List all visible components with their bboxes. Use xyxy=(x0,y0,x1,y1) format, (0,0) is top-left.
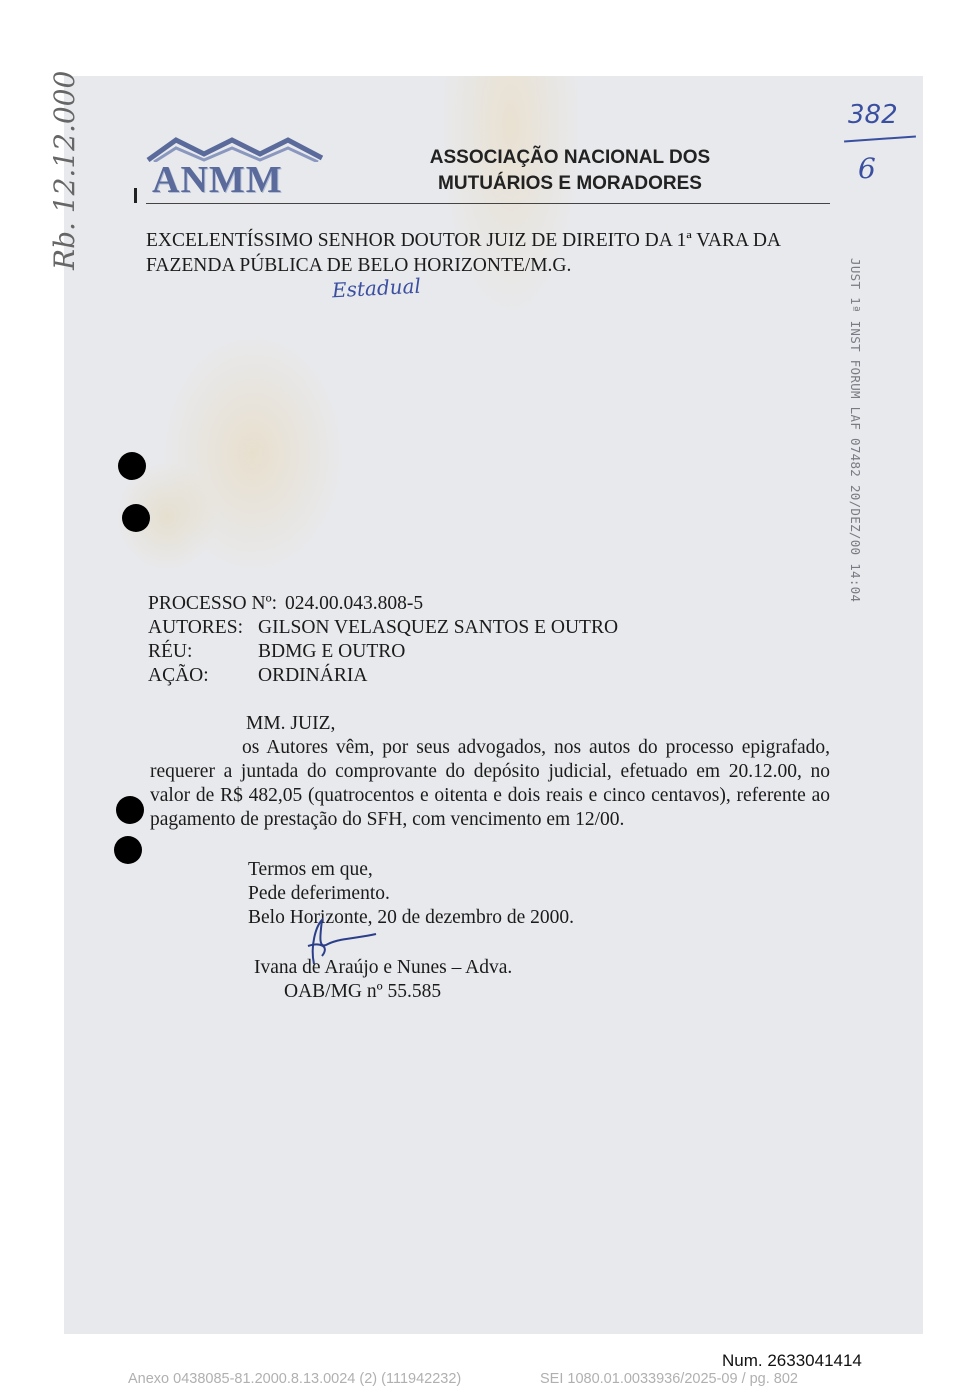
defendant-row xyxy=(148,640,618,664)
closing-date: Belo Horizonte, 20 de dezembro de 2000. xyxy=(248,907,574,928)
folio-sub-number: 6 xyxy=(858,152,876,185)
closing-line-2: Pede deferimento. xyxy=(248,883,390,904)
authors-row xyxy=(148,616,618,640)
anmm-logo xyxy=(146,136,326,201)
authors-label: AUTORES: xyxy=(148,617,243,638)
signature-block xyxy=(254,956,512,1004)
punch-hole xyxy=(118,452,146,480)
authors-value: GILSON VELASQUEZ SANTOS E OUTRO xyxy=(258,617,619,638)
folio-number: 382 xyxy=(848,100,898,130)
margin-handwritten-note: Rb. 12.12.000 xyxy=(48,70,81,270)
document-number: Num. 2633041414 xyxy=(722,1351,862,1370)
defendant-label: RÉU: xyxy=(148,641,193,662)
action-label: AÇÃO: xyxy=(148,665,209,686)
punch-hole xyxy=(114,836,142,864)
petition-paragraph: os Autores vêm, por seus advogados, nos autos do processo epigrafado, requerer a juntada do comprovante do depósito judicial, efetuado em 20.12.00, no valor de R$ 482,05 (quatrocentos e oitenta e dois reais e cinco centavos), referente ao pagamento de prestação do SFH, com vencimento em 12/00. xyxy=(150,737,830,830)
action-value: ORDINÁRIA xyxy=(258,665,368,686)
logo-text: ANMM xyxy=(152,159,283,201)
closing-block xyxy=(248,858,574,930)
action-row xyxy=(148,664,618,688)
footer-annex: Anexo 0438085-81.2000.8.13.0024 (2) (111942232) xyxy=(128,1371,462,1387)
punch-hole xyxy=(116,796,144,824)
addressee-line-1: EXCELENTÍSSIMO SENHOR DOUTOR JUIZ DE DIREITO DA 1ª VARA DA xyxy=(146,230,781,251)
addressee xyxy=(146,228,836,278)
process-label: PROCESSO Nº: xyxy=(148,593,278,614)
petition-body xyxy=(150,712,830,832)
signer-name: Ivana de Araújo e Nunes – Adva. xyxy=(254,957,513,978)
punch-hole xyxy=(122,504,150,532)
footer-sei: SEI 1080.01.0033936/2025-09 / pg. 802 xyxy=(540,1371,798,1387)
salutation: MM. JUIZ, xyxy=(246,713,336,734)
addressee-line-2: FAZENDA PÚBLICA DE BELO HORIZONTE/M.G. xyxy=(146,255,572,276)
process-number: 024.00.043.808-5 xyxy=(285,593,424,614)
header-tick-mark xyxy=(134,188,137,203)
case-details xyxy=(148,592,618,688)
header-rule xyxy=(146,203,830,204)
process-row xyxy=(148,592,618,616)
protocol-stamp: JUST 1ª INST FORUM LAF 07482 20/DEZ/00 14:04 xyxy=(848,258,863,603)
signer-oab: OAB/MG nº 55.585 xyxy=(284,981,442,1002)
org-line-1: ASSOCIAÇÃO NACIONAL DOS xyxy=(429,147,711,168)
organization-name xyxy=(410,145,730,197)
closing-line-1: Termos em que, xyxy=(248,859,373,880)
defendant-value: BDMG E OUTRO xyxy=(258,641,406,662)
org-line-2: MUTUÁRIOS E MORADORES xyxy=(438,173,702,194)
handwritten-estadual: Estadual xyxy=(331,273,422,303)
